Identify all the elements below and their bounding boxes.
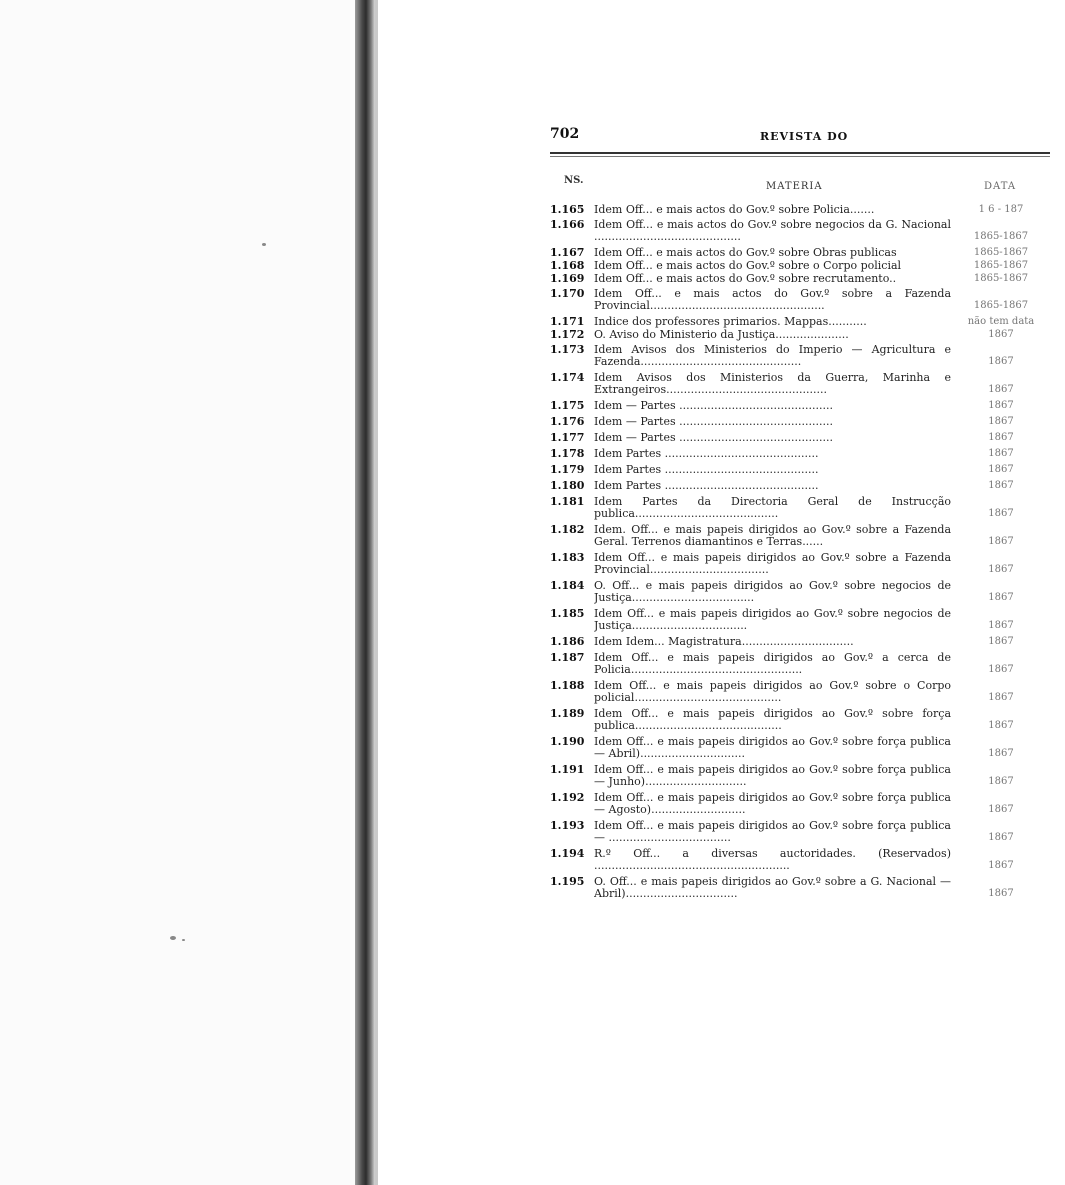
entry-number: 1.191 [550, 763, 585, 776]
book-gutter [355, 0, 375, 1185]
entry-number: 1.170 [550, 287, 585, 300]
index-entry [550, 820, 1050, 844]
entry-date: 1865-1867 [973, 260, 1029, 271]
header-rule [550, 152, 1050, 154]
entry-date: 1867 [988, 508, 1014, 519]
entry-description: Idem Off... e mais actos do Gov.º sobre negocios da G. Nacional .......................................... [594, 219, 951, 243]
entry-description: Idem Avisos dos Ministerios da Guerra, Marinha e Extrangeiros.............................................. [594, 372, 951, 396]
entry-date: 1867 [988, 720, 1014, 731]
index-entry [550, 792, 1050, 816]
entry-date: 1 6 - 187 [978, 204, 1024, 215]
entry-description: Idem Off... e mais actos do Gov.º sobre Policia....... [594, 204, 875, 216]
left-page-speck [262, 243, 266, 246]
index-entry [550, 400, 1050, 412]
index-entry [550, 708, 1050, 732]
index-entry [550, 204, 1050, 216]
index-entry [550, 680, 1050, 704]
entry-number: 1.182 [550, 523, 585, 536]
entry-description: Idem Off... e mais actos do Gov.º sobre o Corpo policial [594, 260, 902, 272]
entry-number: 1.165 [550, 203, 585, 216]
entry-description: Indice dos professores primarios. Mappas........... [594, 316, 867, 328]
page-header [550, 126, 1050, 150]
entry-number: 1.188 [550, 679, 585, 692]
entry-description: Idem — Partes ............................................ [594, 416, 833, 428]
entry-number: 1.190 [550, 735, 585, 748]
running-head: REVISTA DO [760, 130, 849, 143]
index-entry [550, 480, 1050, 492]
index-entry [550, 316, 1050, 328]
entry-number: 1.177 [550, 431, 585, 444]
entry-date: 1867 [988, 448, 1014, 459]
entry-number: 1.173 [550, 343, 585, 356]
entry-description: O. Off... e mais papeis dirigidos ao Gov.º sobre a G. Nacional — Abril)................................ [594, 876, 951, 900]
entry-date: 1867 [988, 329, 1014, 340]
entry-date: 1867 [988, 664, 1014, 675]
entry-description: Idem Off... e mais papeis dirigidos ao Gov.º sobre a Fazenda Provincial.................................. [594, 552, 951, 576]
entry-number: 1.180 [550, 479, 585, 492]
entry-date: 1867 [988, 692, 1014, 703]
index-entry [550, 448, 1050, 460]
entry-date: 1867 [988, 776, 1014, 787]
index-entry [550, 764, 1050, 788]
entry-date: 1867 [988, 832, 1014, 843]
entry-description: Idem Partes ............................................ [594, 464, 819, 476]
entry-date: 1867 [988, 888, 1014, 899]
entry-number: 1.181 [550, 495, 585, 508]
entry-date: não tem data [967, 316, 1035, 327]
entry-date: 1867 [988, 356, 1014, 367]
index-entry [550, 464, 1050, 476]
entry-date: 1867 [988, 400, 1014, 411]
header-rule-thin [550, 156, 1050, 157]
entry-description: Idem Off... e mais papeis dirigidos ao Gov.º sobre força publica — Abril).............................. [594, 736, 951, 760]
entry-number: 1.167 [550, 246, 585, 259]
entry-date: 1867 [988, 636, 1014, 647]
entry-date: 1867 [988, 592, 1014, 603]
index-entry [550, 219, 1050, 243]
entry-number: 1.178 [550, 447, 585, 460]
index-entry [550, 876, 1050, 900]
index-entry [550, 372, 1050, 396]
entry-description: Idem Off... e mais papeis dirigidos ao Gov.º sobre força publica.......................................... [594, 708, 951, 732]
entry-number: 1.189 [550, 707, 585, 720]
entry-number: 1.192 [550, 791, 585, 804]
index-entries [550, 204, 1050, 904]
entry-description: Idem Off... e mais papeis dirigidos ao Gov.º sobre o Corpo policial.......................................... [594, 680, 951, 704]
entry-description: O. Off... e mais papeis dirigidos ao Gov.º sobre negocios de Justiça................................... [594, 580, 951, 604]
entry-date: 1867 [988, 536, 1014, 547]
index-entry [550, 432, 1050, 444]
left-page [0, 0, 364, 1185]
entry-number: 1.184 [550, 579, 585, 592]
entry-date: 1867 [988, 564, 1014, 575]
index-entry [550, 552, 1050, 576]
index-entry [550, 652, 1050, 676]
index-entry [550, 636, 1050, 648]
entry-number: 1.186 [550, 635, 585, 648]
index-entry [550, 736, 1050, 760]
entry-description: Idem Off... e mais papeis dirigidos ao Gov.º sobre negocios de Justiça................................. [594, 608, 951, 632]
entry-number: 1.194 [550, 847, 585, 860]
right-page [378, 0, 1065, 1185]
entry-number: 1.183 [550, 551, 585, 564]
entry-number: 1.168 [550, 259, 585, 272]
column-header-materia: MATERIA [766, 181, 823, 192]
entry-description: Idem Idem... Magistratura................................ [594, 636, 854, 648]
left-page-speck [182, 939, 185, 941]
entry-description: Idem Partes da Directoria Geral de Instrucção publica......................................... [594, 496, 951, 520]
index-entry [550, 608, 1050, 632]
entry-number: 1.171 [550, 315, 585, 328]
index-entry [550, 344, 1050, 368]
entry-date: 1867 [988, 748, 1014, 759]
index-entry [550, 260, 1050, 272]
entry-description: O. Aviso do Ministerio da Justiça..................... [594, 329, 849, 341]
entry-description: Idem Off... e mais actos do Gov.º sobre a Fazenda Provincial.................................................. [594, 288, 951, 312]
entry-description: Idem — Partes ............................................ [594, 400, 833, 412]
left-page-speck [170, 936, 176, 940]
entry-date: 1867 [988, 804, 1014, 815]
entry-number: 1.169 [550, 272, 585, 285]
entry-date: 1867 [988, 480, 1014, 491]
entry-number: 1.193 [550, 819, 585, 832]
entry-description: Idem Off... e mais actos do Gov.º sobre recrutamento.. [594, 273, 897, 285]
index-entry [550, 329, 1050, 341]
entry-description: Idem Off... e mais actos do Gov.º sobre Obras publicas [594, 247, 897, 259]
entry-number: 1.185 [550, 607, 585, 620]
entry-description: Idem Avisos dos Ministerios do Imperio — Agricultura e Fazenda.............................................. [594, 344, 951, 368]
column-header-data: DATA [984, 181, 1017, 192]
entry-date: 1867 [988, 860, 1014, 871]
index-entry [550, 416, 1050, 428]
entry-number: 1.172 [550, 328, 585, 341]
entry-number: 1.176 [550, 415, 585, 428]
entry-number: 1.174 [550, 371, 585, 384]
entry-date: 1867 [988, 464, 1014, 475]
entry-date: 1867 [988, 384, 1014, 395]
entry-description: Idem Off... e mais papeis dirigidos ao Gov.º sobre força publica — Junho)............................. [594, 764, 951, 788]
entry-description: Idem Partes ............................................ [594, 448, 819, 460]
entry-description: Idem Off... e mais papeis dirigidos ao Gov.º a cerca de Policia................................................. [594, 652, 951, 676]
index-entry [550, 580, 1050, 604]
column-headers [550, 175, 1050, 193]
entry-number: 1.187 [550, 651, 585, 664]
entry-description: Idem Partes ............................................ [594, 480, 819, 492]
entry-date: 1867 [988, 620, 1014, 631]
entry-description: Idem — Partes ............................................ [594, 432, 833, 444]
entry-date: 1867 [988, 416, 1014, 427]
entry-date: 1865-1867 [973, 247, 1029, 258]
entry-number: 1.179 [550, 463, 585, 476]
index-entry [550, 247, 1050, 259]
index-entry [550, 273, 1050, 285]
index-entry [550, 524, 1050, 548]
entry-date: 1865-1867 [973, 273, 1029, 284]
column-header-ns: NS. [564, 175, 584, 186]
entry-description: Idem. Off... e mais papeis dirigidos ao Gov.º sobre a Fazenda Geral. Terrenos diamantinos e Terras...... [594, 524, 951, 548]
entry-description: Idem Off... e mais papeis dirigidos ao Gov.º sobre força publica — Agosto)........................... [594, 792, 951, 816]
entry-date: 1867 [988, 432, 1014, 443]
page-number: 702 [550, 126, 580, 142]
index-entry [550, 848, 1050, 872]
entry-date: 1865-1867 [973, 231, 1029, 242]
entry-description: Idem Off... e mais papeis dirigidos ao Gov.º sobre força publica — ................................... [594, 820, 951, 844]
entry-number: 1.195 [550, 875, 585, 888]
entry-description: R.º Off... a diversas auctoridades. (Reservados) ........................................................ [594, 848, 951, 872]
entry-date: 1865-1867 [973, 300, 1029, 311]
index-entry [550, 496, 1050, 520]
entry-number: 1.166 [550, 218, 585, 231]
index-entry [550, 288, 1050, 312]
entry-number: 1.175 [550, 399, 585, 412]
